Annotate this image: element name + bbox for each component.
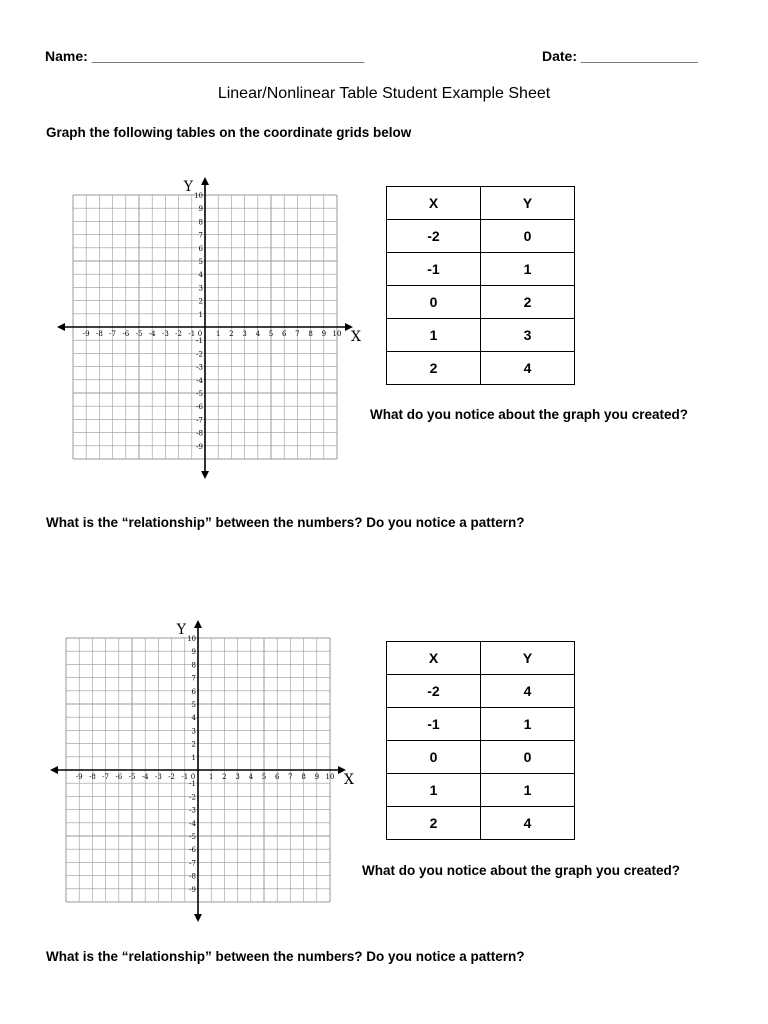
xy-table-1 <box>386 186 575 385</box>
y-tick-label: -7 <box>196 416 203 425</box>
y-tick-label: 2 <box>191 740 196 749</box>
x-tick-label: 8 <box>308 330 313 338</box>
y-tick-label: -8 <box>189 872 196 881</box>
x-tick-label: 9 <box>321 330 327 338</box>
coordinate-grid-1 <box>55 170 365 490</box>
x-tick-label: 6 <box>274 773 280 781</box>
y-tick-label: 9 <box>191 648 196 657</box>
x-tick-label: 8 <box>301 773 306 781</box>
y-tick-label: 1 <box>191 753 196 762</box>
y-cell: Y <box>481 187 575 220</box>
y-tick-label: 5 <box>198 258 203 266</box>
y-tick-label: 10 <box>187 635 196 643</box>
x-tick-label: -5 <box>135 330 143 338</box>
x-tick-label: -3 <box>154 773 162 781</box>
y-tick-label: -8 <box>196 429 203 438</box>
x-tick-label: 10 <box>332 330 342 338</box>
y-tick-label: -9 <box>189 885 196 894</box>
table-row <box>387 807 575 840</box>
y-tick-label: -4 <box>196 376 203 385</box>
table-row <box>387 253 575 286</box>
x-cell: -1 <box>387 708 481 741</box>
y-cell: 3 <box>481 319 575 352</box>
y-tick-label: -5 <box>189 833 196 841</box>
x-cell: 1 <box>387 319 481 352</box>
x-cell: 2 <box>387 352 481 385</box>
table-header-row <box>387 642 575 675</box>
x-tick-label: -1 <box>188 330 196 338</box>
x-tick-label: -1 <box>181 773 189 781</box>
axis-arrowhead <box>194 620 202 628</box>
y-cell: 4 <box>481 675 575 708</box>
table-row <box>387 774 575 807</box>
y-cell: 1 <box>481 708 575 741</box>
date-field-label: Date: _______________ <box>542 48 698 64</box>
y-cell: 4 <box>481 807 575 840</box>
y-tick-label: -3 <box>196 363 203 372</box>
y-tick-label: -7 <box>189 859 196 868</box>
x-tick-label: 9 <box>314 773 320 781</box>
name-field-label: Name: ___________________________________ <box>45 48 365 64</box>
x-cell: X <box>387 187 481 220</box>
x-tick-label: 4 <box>248 773 254 781</box>
y-tick-label: 4 <box>198 271 203 280</box>
x-cell: X <box>387 642 481 675</box>
x-tick-label: 5 <box>261 773 267 781</box>
relationship-question-1: What is the “relationship” between the numbers? Do you notice a pattern? <box>46 515 525 530</box>
y-tick-label: 5 <box>191 701 196 709</box>
axis-arrowhead <box>57 323 65 331</box>
y-tick-label: -3 <box>189 806 196 815</box>
x-tick-label: 10 <box>325 773 335 781</box>
table-row <box>387 352 575 385</box>
x-tick-label: 3 <box>242 330 247 338</box>
relationship-question-2: What is the “relationship” between the numbers? Do you notice a pattern? <box>46 949 525 964</box>
y-tick-label: 4 <box>191 714 196 723</box>
y-tick-label: -9 <box>196 442 203 451</box>
x-tick-label: 1 <box>208 773 214 781</box>
y-tick-label: 8 <box>198 218 203 227</box>
x-tick-label: -5 <box>128 773 136 781</box>
table-row <box>387 741 575 774</box>
y-tick-label: -5 <box>196 390 203 398</box>
x-axis-label: X <box>344 772 354 788</box>
y-cell: 0 <box>481 220 575 253</box>
x-cell: 0 <box>387 286 481 319</box>
y-tick-label: 9 <box>198 205 203 214</box>
y-tick-label: -1 <box>189 780 196 789</box>
x-cell: -1 <box>387 253 481 286</box>
x-tick-label: 1 <box>215 330 221 338</box>
y-cell: 0 <box>481 741 575 774</box>
x-tick-label: 2 <box>222 773 227 781</box>
y-tick-label: 8 <box>191 661 196 670</box>
notice-question-1: What do you notice about the graph you created? <box>370 407 689 422</box>
x-tick-label: 5 <box>268 330 274 338</box>
y-axis-label: Y <box>183 179 193 195</box>
y-tick-label: -1 <box>196 337 203 346</box>
x-tick-label: -2 <box>168 773 176 781</box>
y-axis-label: Y <box>176 622 186 638</box>
y-tick-label: 6 <box>191 687 196 696</box>
table-row <box>387 319 575 352</box>
y-tick-label: 3 <box>198 284 203 293</box>
y-cell: 1 <box>481 774 575 807</box>
y-tick-label: 10 <box>194 192 203 200</box>
x-tick-label: -3 <box>161 330 169 338</box>
table-header-row <box>387 187 575 220</box>
notice-question-2: What do you notice about the graph you created? <box>362 863 681 878</box>
table-row <box>387 220 575 253</box>
x-tick-label: -6 <box>115 773 123 781</box>
y-tick-label: -4 <box>189 819 196 828</box>
xy-table-2 <box>386 641 575 840</box>
coordinate-grid-2 <box>40 617 360 937</box>
y-tick-label: 6 <box>198 244 203 253</box>
x-tick-label: -2 <box>175 330 183 338</box>
y-tick-label: 7 <box>191 674 196 683</box>
x-tick-label: -9 <box>82 330 90 338</box>
x-tick-label: 0 <box>190 773 196 781</box>
axis-arrowhead <box>201 177 209 185</box>
x-cell: -2 <box>387 220 481 253</box>
x-tick-label: 3 <box>235 773 240 781</box>
y-tick-label: -6 <box>189 846 196 855</box>
x-cell: 2 <box>387 807 481 840</box>
x-axis-label: X <box>351 329 361 345</box>
x-tick-label: -7 <box>102 773 110 781</box>
y-tick-label: 3 <box>191 727 196 736</box>
x-tick-label: -4 <box>141 773 149 781</box>
y-cell: 4 <box>481 352 575 385</box>
x-cell: 1 <box>387 774 481 807</box>
y-tick-label: 1 <box>198 310 203 319</box>
table-row <box>387 286 575 319</box>
y-tick-label: 2 <box>198 297 203 306</box>
table-row <box>387 708 575 741</box>
page-title: Linear/Nonlinear Table Student Example Sheet <box>217 85 551 102</box>
y-cell: 2 <box>481 286 575 319</box>
x-tick-label: 2 <box>229 330 234 338</box>
x-tick-label: -9 <box>75 773 83 781</box>
x-tick-label: -8 <box>88 773 96 781</box>
instructions-text: Graph the following tables on the coordinate grids below <box>46 125 412 140</box>
x-tick-label: 7 <box>288 773 293 781</box>
axis-arrowhead <box>194 914 202 922</box>
y-cell: Y <box>481 642 575 675</box>
x-tick-label: -8 <box>95 330 103 338</box>
x-cell: 0 <box>387 741 481 774</box>
x-tick-label: -6 <box>122 330 130 338</box>
y-tick-label: 7 <box>198 231 203 240</box>
table-row <box>387 675 575 708</box>
x-tick-label: 6 <box>281 330 287 338</box>
y-tick-label: -6 <box>196 403 203 412</box>
x-tick-label: -4 <box>148 330 156 338</box>
x-cell: -2 <box>387 675 481 708</box>
x-tick-label: 4 <box>255 330 261 338</box>
axis-arrowhead <box>201 471 209 479</box>
y-tick-label: -2 <box>196 350 203 359</box>
x-tick-label: -7 <box>109 330 117 338</box>
y-tick-label: -2 <box>189 793 196 802</box>
x-tick-label: 7 <box>295 330 300 338</box>
x-tick-label: 0 <box>197 330 203 338</box>
axis-arrowhead <box>50 766 58 774</box>
y-cell: 1 <box>481 253 575 286</box>
